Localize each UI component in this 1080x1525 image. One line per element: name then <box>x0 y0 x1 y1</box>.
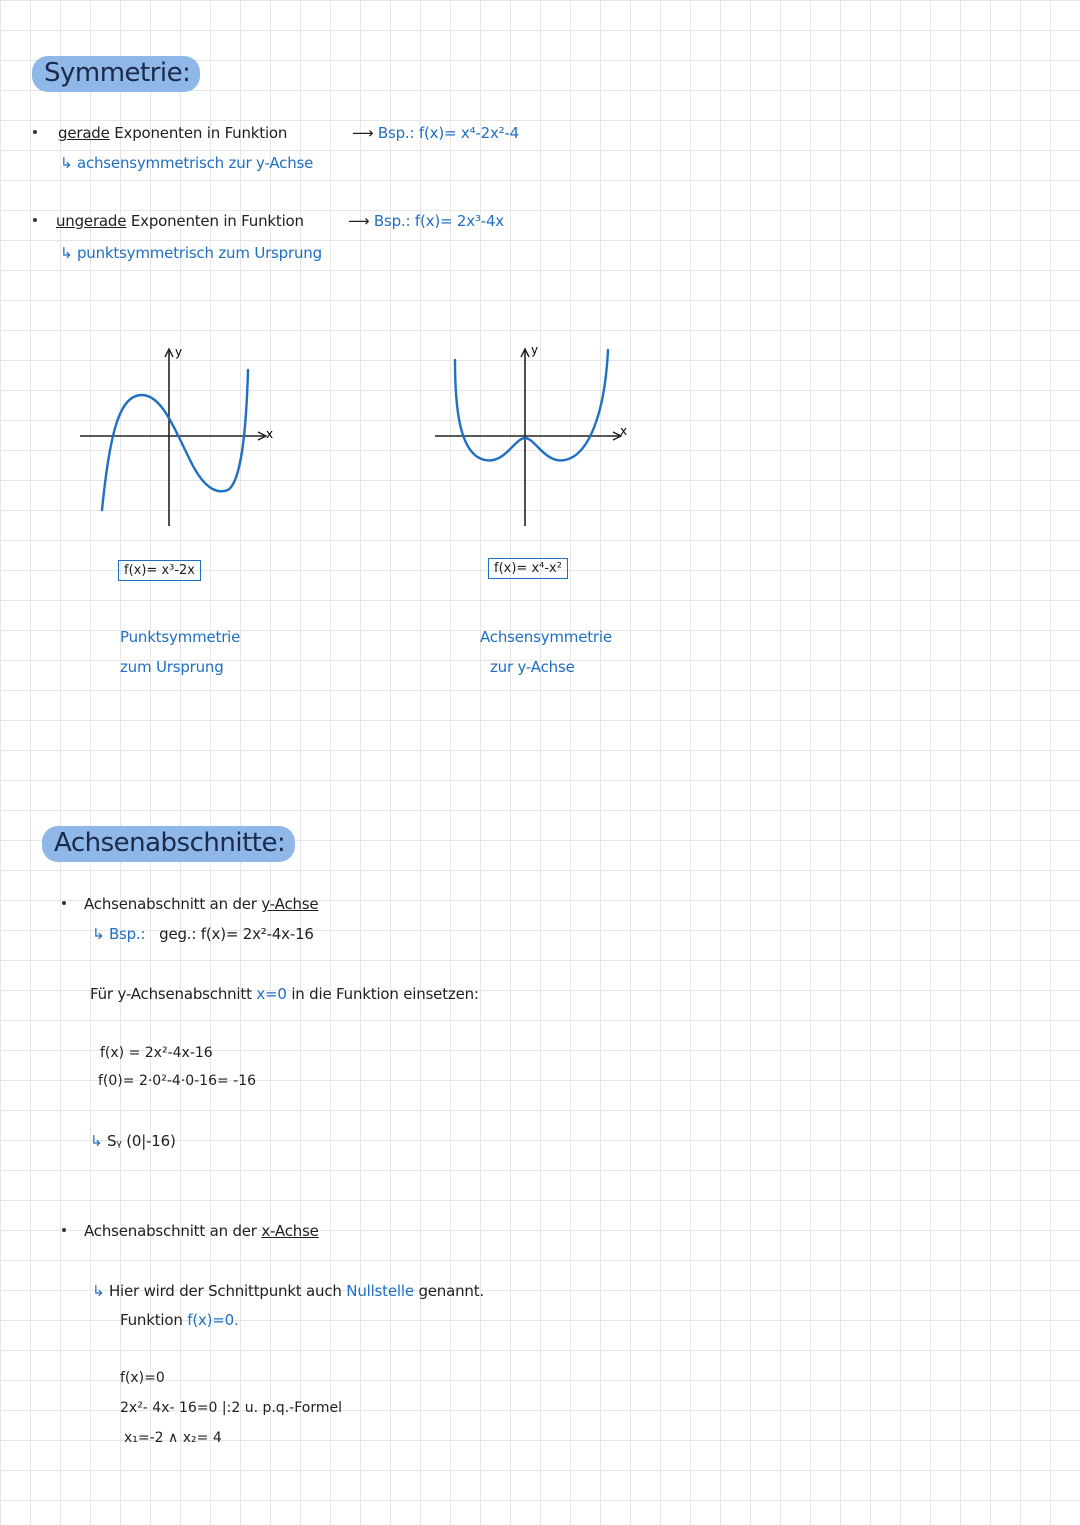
x-func-highlight: f(x)=0. <box>187 1311 239 1329</box>
y-instr-suffix: in die Funktion einsetzen: <box>291 985 479 1003</box>
y-instr-prefix: Für y-Achsenabschnitt <box>90 985 252 1003</box>
x-func-prefix: Funktion <box>120 1311 183 1329</box>
arrow-icon: ↳ <box>92 925 105 943</box>
odd-example <box>348 212 504 230</box>
even-rest: Exponenten in Funktion <box>114 124 288 142</box>
x-func-line <box>120 1311 239 1329</box>
y-axis-label: y <box>175 345 183 359</box>
caption-quartic-2: zur y-Achse <box>490 658 575 676</box>
x-title-axis: x-Achse <box>261 1222 319 1240</box>
x-note-prefix: Hier wird der Schnittpunkt auch <box>108 1282 342 1300</box>
x-note-highlight: Nullstelle <box>346 1282 414 1300</box>
y-example-prefix: Bsp.: <box>108 925 146 943</box>
y-example <box>92 925 314 943</box>
y-result <box>90 1132 176 1150</box>
quartic-curve <box>455 350 608 460</box>
arrow-icon: ↳ <box>90 1132 103 1150</box>
even-example <box>352 124 519 142</box>
y-instr-highlight: x=0 <box>256 985 287 1003</box>
even-exponent-line <box>58 124 287 142</box>
y-title-axis: y-Achse <box>261 895 319 913</box>
even-sub <box>60 154 313 172</box>
x-note <box>92 1282 484 1300</box>
x-calc-2: 2x²- 4x- 16=0 |:2 u. p.q.-Formel <box>120 1400 342 1416</box>
caption-quartic-1: Achsensymmetrie <box>480 628 612 646</box>
right-arrow-icon: ⟶ <box>348 212 370 230</box>
caption-cubic-1: Punktsymmetrie <box>120 628 241 646</box>
y-instruction <box>90 985 479 1003</box>
bullet <box>33 218 37 222</box>
y-axis-label: y <box>531 343 539 357</box>
odd-example-prefix: Bsp.: <box>373 212 411 230</box>
arrow-icon: ↳ <box>92 1282 105 1300</box>
graph-cubic <box>70 340 290 540</box>
x-calc-3: x₁=-2 ∧ x₂= 4 <box>124 1430 222 1446</box>
x-axis-label: x <box>266 427 274 441</box>
odd-sub-text: punktsymmetrisch zum Ursprung <box>76 244 322 262</box>
heading-symmetrie: Symmetrie: <box>32 56 200 92</box>
odd-sub <box>60 244 322 262</box>
y-calc-1: f(x) = 2x²-4x-16 <box>100 1045 213 1061</box>
even-example-formula: f(x)= x⁴-2x²-4 <box>418 124 520 142</box>
x-title-prefix: Achsenabschnitt an der <box>84 1222 257 1240</box>
odd-exponent-line <box>56 212 304 230</box>
even-sub-text: achsensymmetrisch zur y-Achse <box>76 154 314 172</box>
x-calc-1: f(x)=0 <box>120 1370 165 1386</box>
x-axis-label: x <box>620 424 628 438</box>
even-example-prefix: Bsp.: <box>377 124 415 142</box>
right-arrow-icon: ⟶ <box>352 124 374 142</box>
x-note-suffix: genannt. <box>418 1282 484 1300</box>
arrow-icon: ↳ <box>60 244 73 262</box>
formula-box-quartic: f(x)= x⁴-x² <box>488 558 568 579</box>
odd-keyword: ungerade <box>56 212 127 230</box>
heading-achsenabschnitte: Achsenabschnitte: <box>42 826 295 862</box>
x-intercept-title <box>84 1222 319 1240</box>
cubic-curve <box>102 370 248 510</box>
bullet <box>33 130 37 134</box>
y-title-prefix: Achsenabschnitt an der <box>84 895 257 913</box>
even-keyword: gerade <box>58 124 110 142</box>
arrow-icon: ↳ <box>60 154 73 172</box>
odd-rest: Exponenten in Funktion <box>130 212 304 230</box>
graph-quartic <box>430 340 650 540</box>
formula-box-cubic: f(x)= x³-2x <box>118 560 201 581</box>
bullet <box>62 1228 66 1232</box>
bullet <box>62 901 66 905</box>
y-given: geg.: f(x)= 2x²-4x-16 <box>159 925 314 943</box>
caption-cubic-2: zum Ursprung <box>120 658 224 676</box>
y-calc-2: f(0)= 2·0²-4·0-16= -16 <box>98 1073 257 1089</box>
y-intercept-title <box>84 895 318 913</box>
y-result-text: Sᵧ (0|-16) <box>106 1132 176 1150</box>
odd-example-formula: f(x)= 2x³-4x <box>414 212 504 230</box>
